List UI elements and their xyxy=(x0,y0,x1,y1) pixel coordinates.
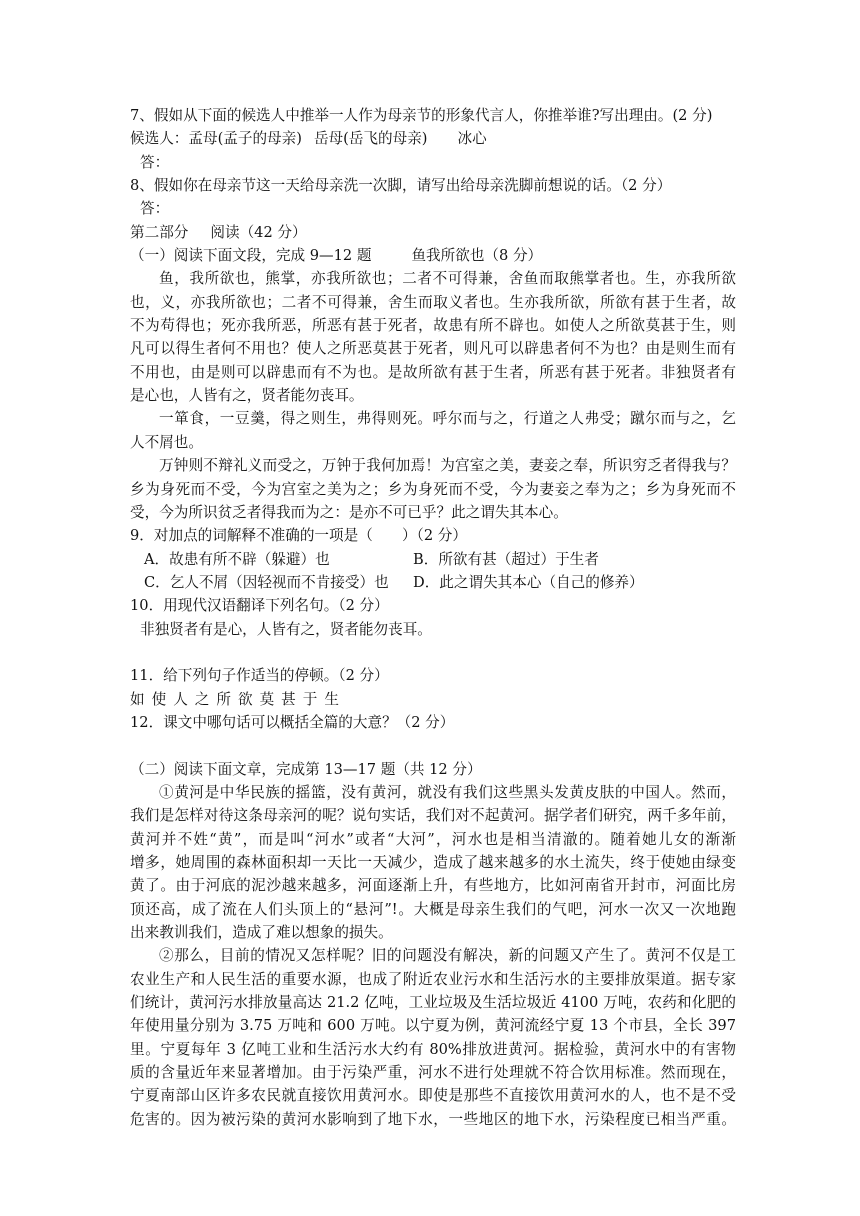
question-7-candidates xyxy=(130,127,736,150)
passage-3-line: 受，今为所识贫乏者得我而为之：是亦不可已乎？此之谓失其本心。 xyxy=(130,503,568,521)
question-8-answer-label: 答： xyxy=(140,200,170,218)
option-c: C．乞人不屑（因轻视而不肯接受）也 xyxy=(144,573,389,591)
option-a: A．故患有所不辟（躲避）也 xyxy=(144,550,330,568)
candidate-yue-mu: 岳母(岳飞的母亲) xyxy=(313,130,428,148)
question-9: 9．对加点的词解释不准确的一项是（ ）（2 分） xyxy=(130,527,467,545)
article-paragraph-2-line: 质的含量近年来显著增加。由于污染严重，河水不进行处理就不符合饮用标准。然而现在， xyxy=(130,1064,736,1082)
article-paragraph-1-line: ①黄河是中华民族的摇篮，没有黄河，就没有我们这些黑头发黄皮肤的中国人。然而， xyxy=(159,783,736,801)
question-10: 10．用现代汉语翻译下列名句。（2 分） xyxy=(130,597,389,615)
article-paragraph-1-line: 出来教训我们，造成了难以想象的损失。 xyxy=(130,924,393,942)
section-1-title: 鱼我所欲也（8 分） xyxy=(411,247,543,265)
question-9-options-cd xyxy=(130,571,736,594)
part-2-heading xyxy=(130,221,736,244)
exam-page xyxy=(130,104,736,1131)
passage-1-line: 也，义，亦我所欲也；二者不可得兼，舍生而取义者也。生亦我所欲，所欲有甚于生者，故 xyxy=(130,293,736,311)
question-10-sentence: 非独贤者有是心，人皆有之，贤者能勿丧耳。 xyxy=(140,620,432,638)
question-12: 12．课文中哪句话可以概括全篇的大意？（2 分） xyxy=(130,713,455,731)
article-paragraph-2-line: 宁夏南部山区许多农民就直接饮用黄河水。即使是那些不直接饮用黄河水的人，也不是不受 xyxy=(130,1087,736,1105)
article-paragraph-2-line: 们统计，黄河污水排放量高达 21.2 亿吨，工业垃圾及生活垃圾近 4100 万吨，农药和化肥的 xyxy=(130,994,736,1012)
question-11-sentence: 如使人之所欲莫甚于生 xyxy=(130,690,346,708)
candidate-meng-mu: 孟母(孟子的母亲) xyxy=(188,130,302,148)
option-d: D．此之谓失其本心（自己的修养） xyxy=(413,573,644,591)
passage-3-line: 万钟则不辩礼义而受之，万钟于我何加焉！为宫室之美，妻妾之奉，所识穷乏者得我与？ xyxy=(159,457,736,475)
article-paragraph-2-line: 农业生产和人民生活的重要水源，也成了附近农业污水和生活污水的主要排放渠道。据专家 xyxy=(130,970,736,988)
candidate-bing-xin: 冰心 xyxy=(457,130,487,148)
question-9-options-ab xyxy=(130,548,736,571)
passage-2-line: 一箪食，一豆羹，得之则生，弗得则死。呼尔而与之，行道之人弗受；蹴尔而与之，乞 xyxy=(159,410,736,428)
article-paragraph-2-line: 年使用量分别为 3.75 万吨和 600 万吨。以宁夏为例，黄河流经宁夏 13 个市县，全长 397 xyxy=(130,1017,736,1035)
section-1-intro: （一）阅读下面文段，完成 9—12 题 xyxy=(130,247,372,265)
article-paragraph-2-line: ②那么，目前的情况又怎样呢？旧的问题没有解决，新的问题又产生了。黄河不仅是工 xyxy=(159,947,736,965)
article-paragraph-1-line: 黄了。由于河底的泥沙越来越多，河面逐渐上升，有些地方，比如河南省开封市，河面比房 xyxy=(130,877,736,895)
article-paragraph-1-line: 黄河并不姓“黄”，而是叫“河水”或者“大河”，河水也是相当清澈的。随着她儿女的渐渐 xyxy=(130,830,736,848)
part-2-label: 第二部分 xyxy=(130,223,189,241)
passage-1-line: 凡可以得生者何不用也？使人之所恶莫甚于死者，则凡可以辟患者何不为也？由是则生而有 xyxy=(130,340,736,358)
question-7-answer-label: 答： xyxy=(140,153,170,171)
part-2-title: 阅读（42 分） xyxy=(210,223,307,241)
article-paragraph-1-line: 我们是怎样对待这条母亲河的呢？说句实话，我们对不起黄河。据学者们研究，两千多年前， xyxy=(130,807,736,825)
answer-space xyxy=(130,641,736,664)
passage-2-line: 人不屑也。 xyxy=(130,433,203,451)
question-8: 8、假如你在母亲节这一天给母亲洗一次脚，请写出给母亲洗脚前想说的话。（2 分） xyxy=(130,177,672,195)
passage-1-line: 不为苟得也；死亦我所恶，所恶有甚于死者，故患有所不辟也。如使人之所欲莫甚于生，则 xyxy=(130,317,736,335)
passage-1-line: 鱼，我所欲也，熊掌，亦我所欲也；二者不可得兼，舍鱼而取熊掌者也。生，亦我所欲 xyxy=(159,270,736,288)
article-paragraph-2-line: 危害的。因为被污染的黄河水影响到了地下水，一些地区的地下水，污染程度已相当严重。 xyxy=(130,1110,736,1128)
article-paragraph-1-line: 增多，她周围的森林面积却一天比一天减少，造成了越来越多的水土流失，终于使她由绿变 xyxy=(130,854,736,871)
candidates-label: 候选人： xyxy=(130,130,189,148)
article-paragraph-1-line: 顶还高，成了流在人们头顶上的“悬河”!。大概是母亲生我们的气吧，河水一次又一次地跑 xyxy=(130,900,736,918)
passage-1-line: 是心也，人皆有之，贤者能勿丧耳。 xyxy=(130,387,364,405)
question-11: 11．给下列句子作适当的停顿。（2 分） xyxy=(130,667,389,685)
section-2-heading: （二）阅读下面文章，完成第 13—17 题（共 12 分） xyxy=(130,760,482,778)
article-paragraph-2-line: 里。宁夏每年 3 亿吨工业和生活污水大约有 80%排放进黄河。据检验，黄河水中的有害物 xyxy=(130,1040,736,1058)
section-1-heading xyxy=(130,244,736,267)
passage-1-line: 不用也，由是则可以辟患而有不为也。是故所欲有甚于生者，所恶有甚于死者。非独贤者有 xyxy=(130,363,736,381)
question-7: 7、假如从下面的候选人中推举一人作为母亲节的形象代言人，你推举谁?写出理由。(2 分) xyxy=(130,107,713,124)
answer-space xyxy=(130,734,736,757)
option-b: B．所欲有甚（超过）于生者 xyxy=(413,550,599,568)
passage-3-line: 乡为身死而不受，今为宫室之美为之；乡为身死而不受，今为妻妾之奉为之；乡为身死而不 xyxy=(130,480,736,498)
